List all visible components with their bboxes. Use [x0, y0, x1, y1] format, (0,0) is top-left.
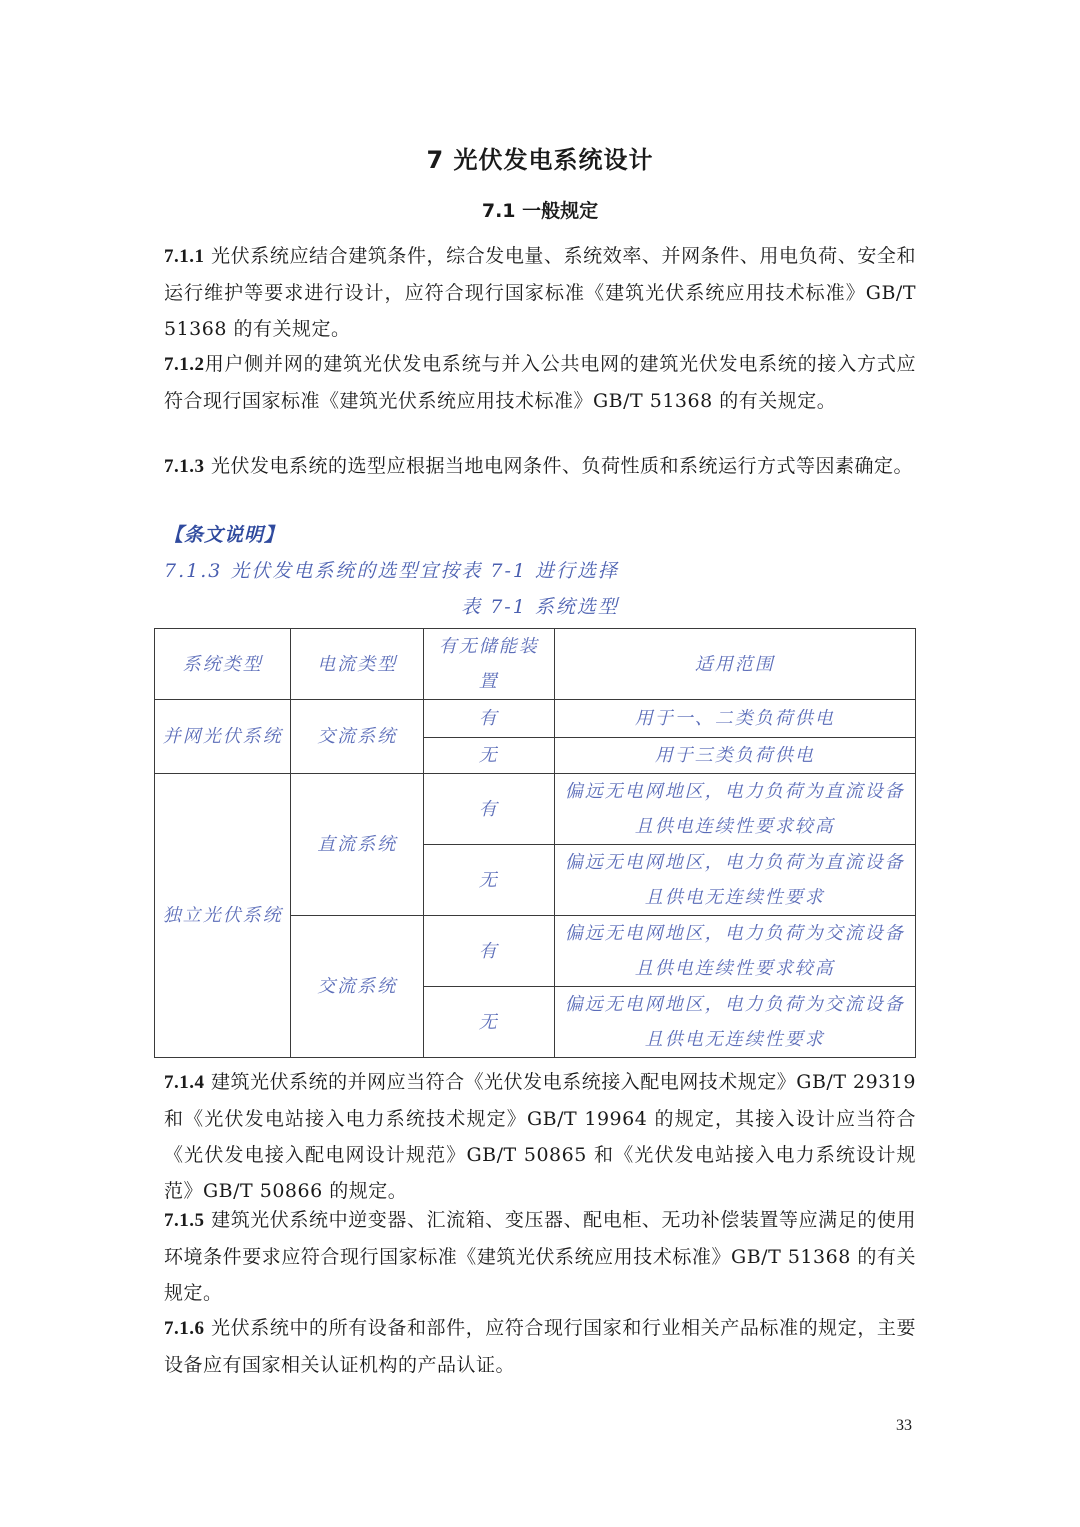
clause-text: 建筑光伏系统中逆变器、汇流箱、变压器、配电柜、无功补偿装置等应满足的使用环境条件要求应符合现行国家标准《建筑光伏系统应用技术标准》GB/T 51368 的有关规定。: [164, 1209, 916, 1304]
storage-cell: 无: [423, 987, 554, 1058]
storage-cell: 有: [423, 700, 554, 738]
current-type-cell: 交流系统: [291, 916, 424, 1058]
scope-cell: 用于三类负荷供电: [554, 738, 916, 774]
storage-cell: 有: [423, 774, 554, 845]
table-header-row: [155, 629, 916, 700]
clause-7-1-3: [164, 448, 916, 485]
header-cell: 系统类型: [155, 629, 291, 700]
system-type-cell: 独立光伏系统: [155, 774, 291, 1058]
clause-7-1-1: [164, 238, 916, 347]
scope-cell: 偏远无电网地区，电力负荷为交流设备且供电无连续性要求: [554, 987, 916, 1058]
note-text: 7.1.3 光伏发电系统的选型宜按表 7-1 进行选择: [164, 560, 620, 582]
clause-number: 7.1.3: [164, 456, 205, 477]
current-type-cell: 直流系统: [291, 774, 424, 916]
clause-text: 光伏发电系统的选型应根据当地电网条件、负荷性质和系统运行方式等因素确定。: [204, 455, 914, 477]
scope-cell: 偏远无电网地区，电力负荷为直流设备且供电无连续性要求: [554, 845, 916, 916]
clause-number: 7.1.4: [164, 1072, 205, 1093]
storage-cell: 无: [423, 738, 554, 774]
clause-number: 7.1.1: [164, 246, 205, 267]
clause-number: 7.1.6: [164, 1318, 205, 1339]
table-caption: 表 7-1 系统选型: [461, 596, 619, 618]
table-row: [155, 700, 916, 738]
clause-7-1-5: [164, 1202, 916, 1311]
scope-cell: 偏远无电网地区，电力负荷为交流设备且供电连续性要求较高: [554, 916, 916, 987]
header-cell: 电流类型: [291, 629, 424, 700]
clause-number: 7.1.5: [164, 1210, 205, 1231]
clause-text: 用户侧并网的建筑光伏发电系统与并入公共电网的建筑光伏发电系统的接入方式应符合现行国家标准《建筑光伏系统应用技术标准》GB/T 51368 的有关规定。: [164, 353, 916, 412]
page-number: 33: [896, 1417, 912, 1434]
clause-7-1-6: [164, 1310, 916, 1383]
system-selection-table: [154, 628, 916, 1058]
header-cell: 适用范围: [554, 629, 916, 700]
header-cell: 有无储能装置: [423, 629, 554, 700]
clause-7-1-4: [164, 1064, 916, 1209]
note-heading: 【条文说明】: [164, 524, 285, 546]
section-title: 7.1 一般规定: [481, 200, 599, 222]
system-type-cell: 并网光伏系统: [155, 700, 291, 774]
scope-cell: 偏远无电网地区，电力负荷为直流设备且供电连续性要求较高: [554, 774, 916, 845]
clause-text: 光伏系统应结合建筑条件，综合发电量、系统效率、并网条件、用电负荷、安全和运行维护等要求进行设计，应符合现行国家标准《建筑光伏系统应用技术标准》GB/T 51368 的有关规定。: [164, 245, 916, 340]
current-type-cell: 交流系统: [291, 700, 424, 774]
clause-text: 建筑光伏系统的并网应当符合《光伏发电系统接入配电网技术规定》GB/T 29319 和《光伏发电站接入电力系统技术规定》GB/T 19964 的规定，其接入设计应当符合《光伏发电接入配电网设计规范》GB/T 50865 和《光伏发电站接入电力系统设计规范》GB/T 50866 的规定。: [164, 1071, 916, 1202]
storage-cell: 有: [423, 916, 554, 987]
chapter-title: 7 光伏发电系统设计: [426, 146, 654, 174]
table-row: [155, 774, 916, 845]
scope-cell: 用于一、二类负荷供电: [554, 700, 916, 738]
clause-7-1-2: [164, 346, 916, 419]
clause-text: 光伏系统中的所有设备和部件，应符合现行国家和行业相关产品标准的规定，主要设备应有国家相关认证机构的产品认证。: [164, 1317, 916, 1376]
storage-cell: 无: [423, 845, 554, 916]
clause-number: 7.1.2: [164, 354, 205, 375]
